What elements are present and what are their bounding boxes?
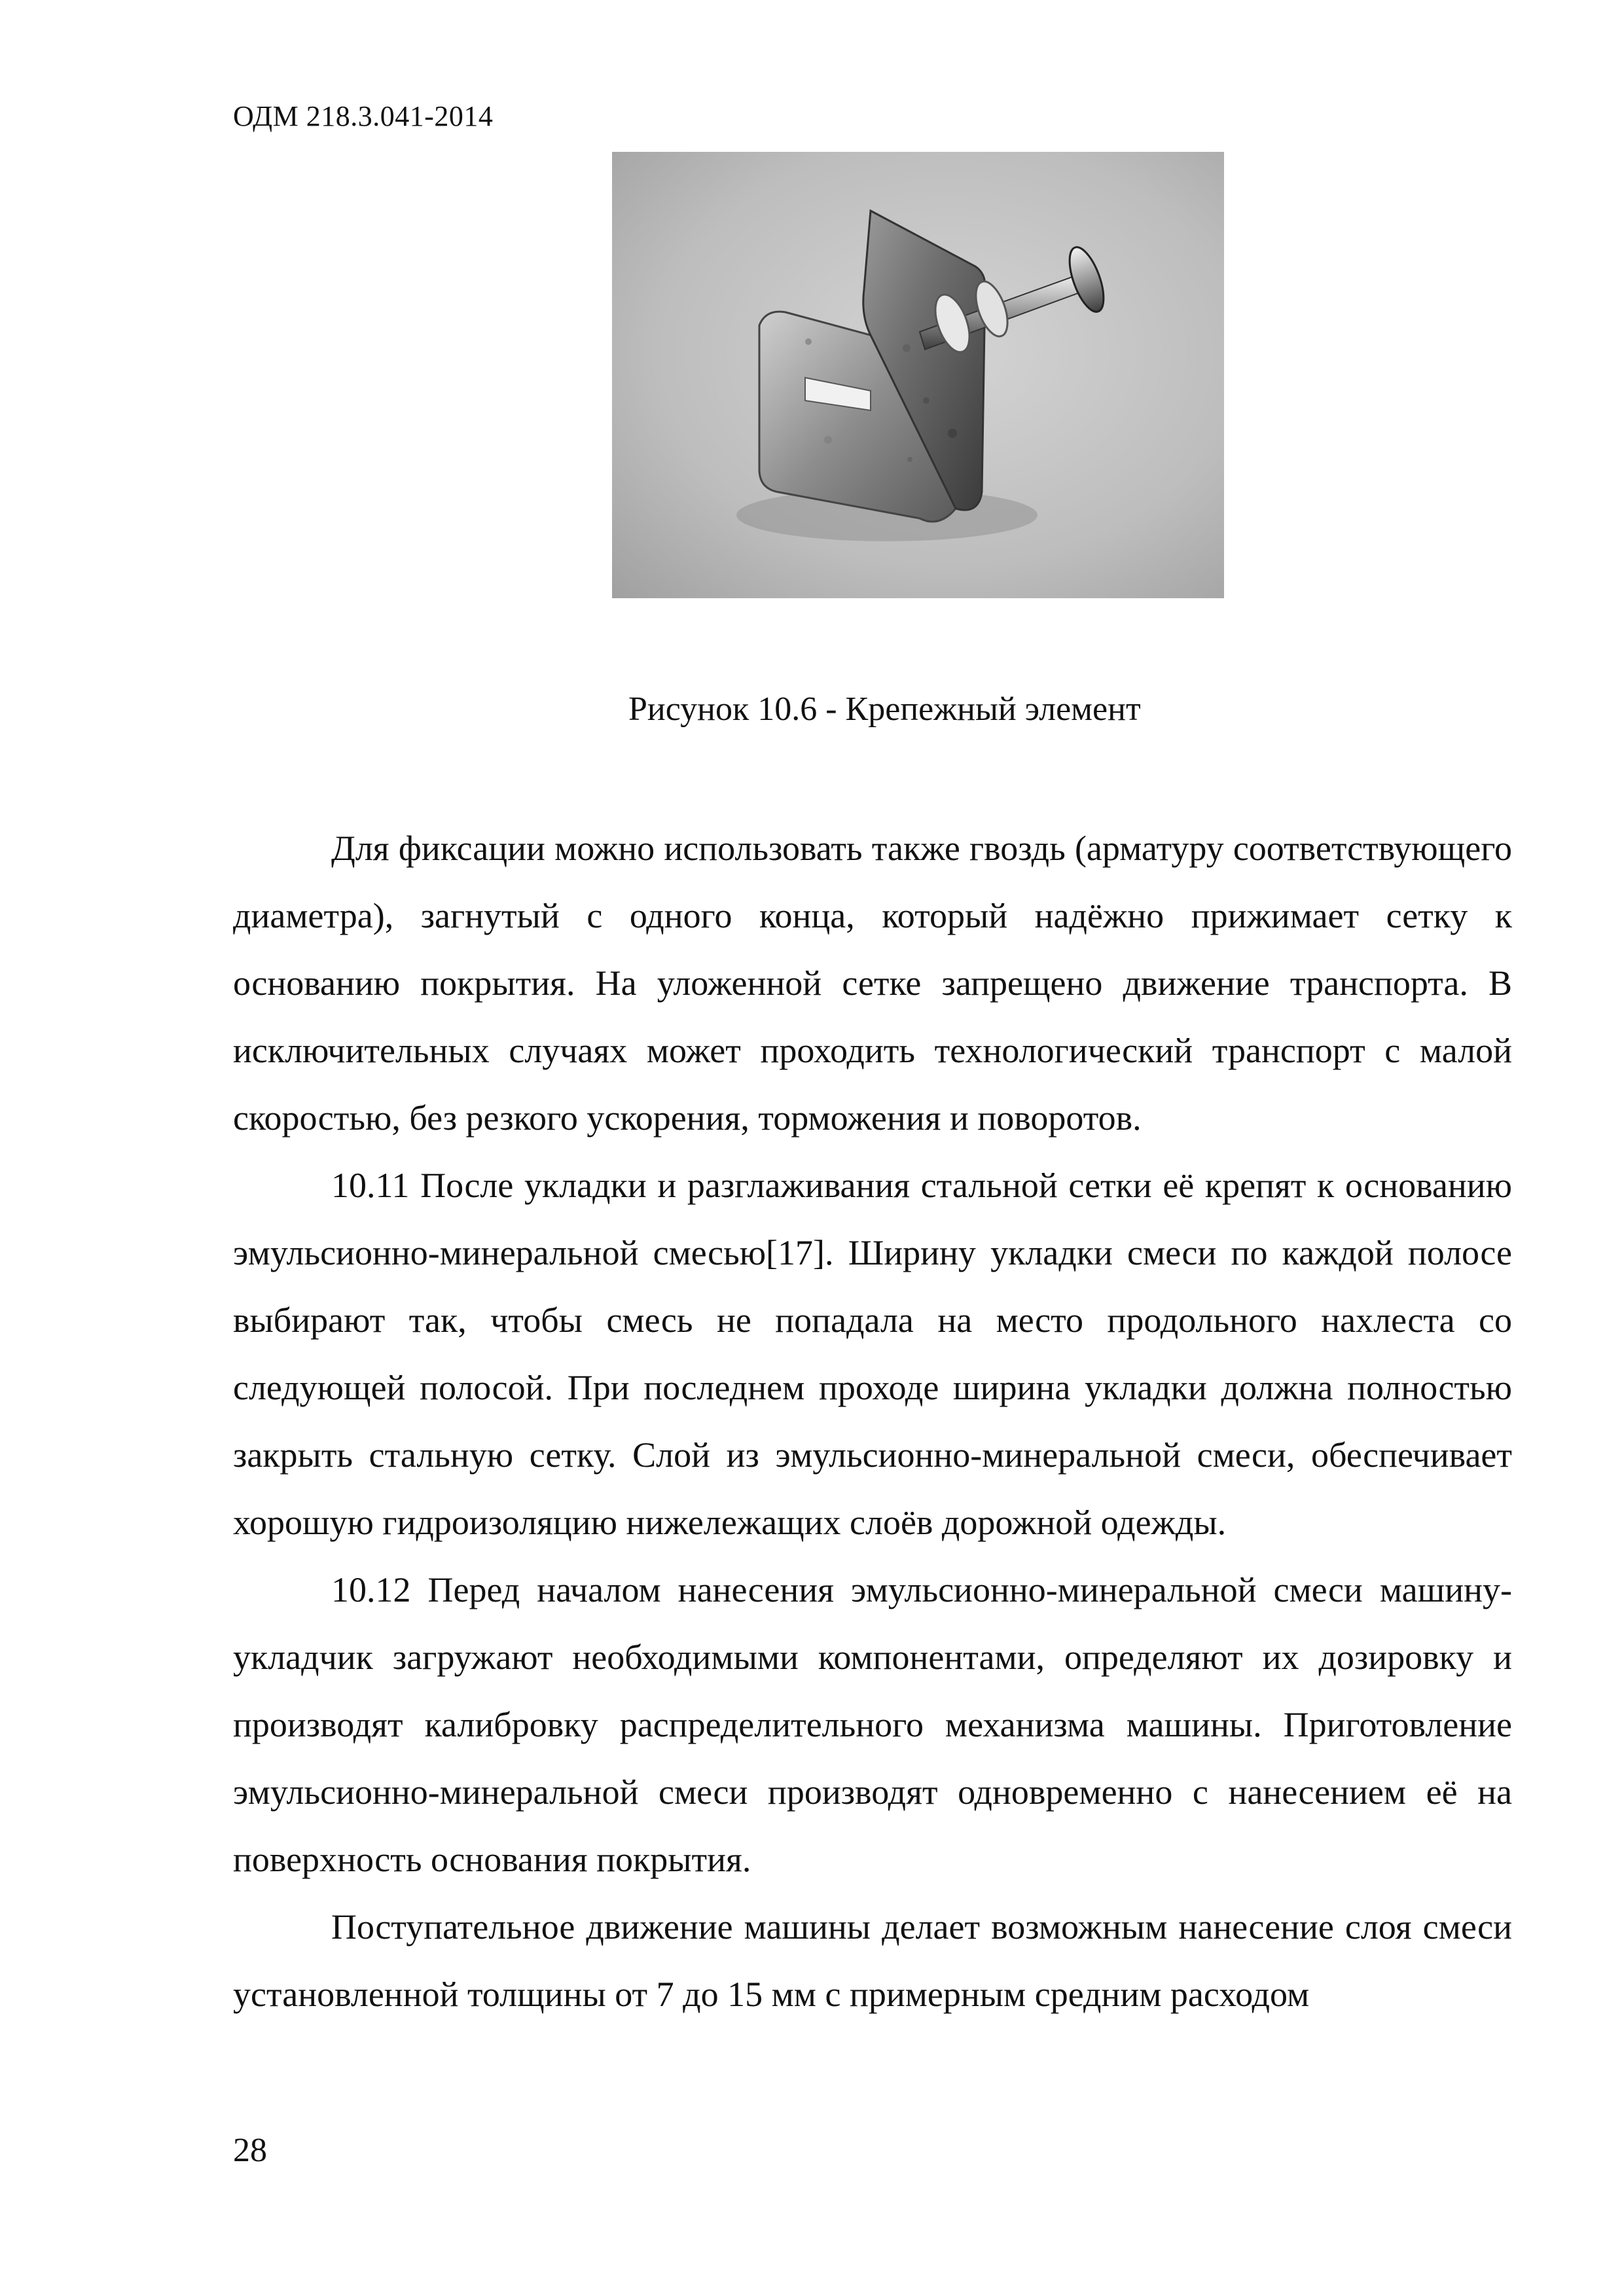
- paragraph: 10.12 Перед началом нанесения эмульсионно-минеральной смеси машину-укладчик загружают необходимыми компонентами, определяют их дозировку и производят калибровку распределительного механизма машины. Приготовление эмульсионно-минеральной смеси производят одновременно с нанесением её на поверхность основания покрытия.: [233, 1570, 1512, 1879]
- paragraph: Для фиксации можно использовать также гвоздь (арматуру соответствующего диаметра), загнутый с одного конца, который надёжно прижимает сетку к основанию покрытия. На уложенной сетке запрещено движение транспорта. В исключительных случаях может проходить технологический транспорт с малой скоростью, без резкого ускорения, торможения и поворотов.: [233, 829, 1512, 1138]
- paragraph: 10.11 После укладки и разглаживания стальной сетки её крепят к основанию эмульсионно-минеральной смесью[17]. Ширину укладки смеси по каждой полосе выбирают так, чтобы смесь не попадала на место продольного нахлеста со следующей полосой. При последнем проходе ширина укладки должна полностью закрыть стальную сетку. Слой из эмульсионно-минеральной смеси, обеспечивает хорошую гидроизоляцию нижележащих слоёв дорожной одежды.: [233, 1166, 1512, 1542]
- page-number: 28: [233, 2132, 267, 2169]
- figure-caption: Рисунок 10.6 - Крепежный элемент: [628, 691, 1141, 728]
- body-text: [233, 815, 1512, 2028]
- fastener-photo: [612, 152, 1224, 598]
- paragraph: Поступательное движение машины делает возможным нанесение слоя смеси установленной толщины от 7 до 15 мм с примерным средним расходом: [233, 1907, 1512, 2014]
- document-code: ОДМ 218.3.041-2014: [233, 100, 494, 132]
